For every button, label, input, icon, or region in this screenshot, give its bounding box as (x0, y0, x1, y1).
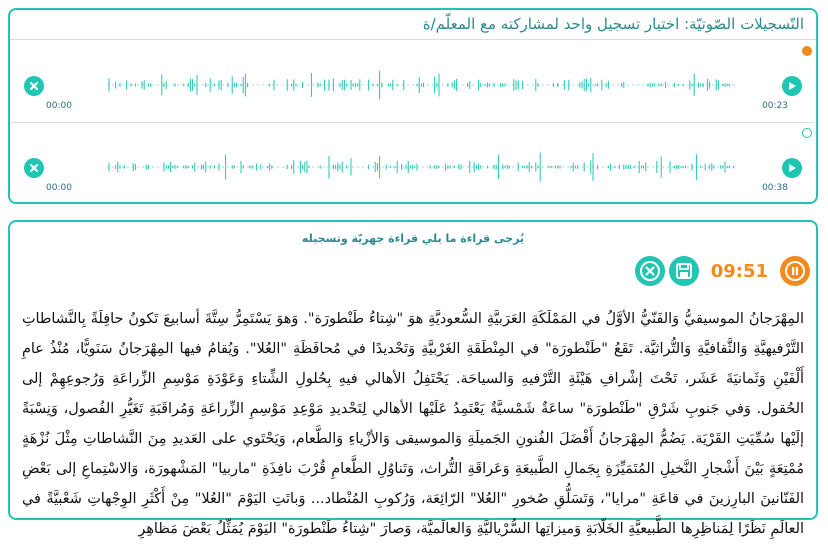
save-button[interactable] (669, 256, 699, 286)
save-icon (669, 256, 699, 286)
play-icon (787, 81, 797, 91)
duration-time: 00:23 (762, 101, 788, 111)
reading-instruction: يُرجى قراءة ما يلي قراءة جهريّة وتسجيله (301, 232, 525, 245)
pause-button[interactable] (780, 256, 810, 286)
recordings-panel (8, 8, 818, 204)
close-icon (635, 256, 665, 286)
delete-recording-button[interactable] (24, 158, 44, 178)
play-recording-button[interactable] (782, 76, 802, 96)
play-recording-button[interactable] (782, 158, 802, 178)
close-icon (29, 81, 39, 91)
pause-icon (780, 256, 810, 286)
recording-select-radio[interactable] (802, 46, 812, 56)
recordings-title: التّسجيلات الصّوتيّة: اختيار تسجيل واحد لمشاركته مع المعلّم/ة (10, 10, 816, 40)
reading-text: المِهْرَجانُ الموسيقيُّ وَالفَنّيُّ الأوَّلُ في المَمْلَكَةِ العَرَبيَّةِ السُّعوديَّةِ هوَ "شِتاءُ طَنْطورَة". وَهوَ يَسْتَمِرُّ سِتَّةَ أسابيعَ تَكونُ حافِلَةً بِالنَّشاطاتِ التَّرْفيهيَّةِ وَالثَّقافيَّةِ وَالتُّراثيَّة. تَقَعُ "طَنْطورَة" في المِنْطَقَةِ الغَرْبيَّةِ وَتَحْديدًا في مُحافَظَةِ "العُلا". وَيُقامُ فيها المِهْرَجانُ سَنَويًّا، مُنْذُ عامِ أَلْفَيْنِ وَثَمانيَةَ عَشَر، تَحْتَ إشْرافِ هَيْئَةِ التَّرْفيهِ وَالسياحَة. يَحْتَفِلُ الأهالي فيهِ بِحُلولِ الشِّتاءِ وَعَوْدَةِ مَوْسِمِ الزِّراعَةِ وَرُجوعِهِمْ إلى الحُقول. وَفي جَنوبِ شَرْقِ "طَنْطورَة" ساعَةٌ شَمْسيَّةٌ يَعْتَمِدُ عَلَيْها الأهالي لِتَحْديدِ مَوْعِدِ مَوْسِمِ الزِّراعَةِ وَمُراقَبَةِ تَغَيُّرِ الفُصول، وَنِسْبَةً إلَيْها سُمِّيَتِ القَرْيَة. يَضُمُّ المِهْرَجانُ أَفْضَلَ الفُنونِ الجَميلَةِ وَالموسيقى وَالأزْياءِ وَالطَّعام، وَيَحْتَوي على العَديدِ مِنَ النَّشاطاتِ مِثْلَ نُزْهَةٍ مُمْتِعَةٍ بَيْنَ أَشْجارِ النَّخيلِ المُتَمَيِّزَةِ بِجَمالِ الطَّبيعَةِ وَعَراقَةِ التُّراث، وَتَناوُلِ الطَّعامِ قُرْبَ نافِذَةِ "ماربيا" المَشْهورَة، وَالاسْتِماعِ إلى بَعْضِ الفَنّانينَ البارِزينَ في قاعَةِ "مرايا"، وَتَسَلُّقِ صُخورِ "العُلا" الرّائِعَة، وَرُكوبِ المُنْطاد... وَباتَتِ اليَوْمَ "العُلا" مِنْ أَكْثَرِ الوِجْهاتِ شَعْبيَّةً في العالَمِ نَظَرًا لِمَناظِرِها الطَّبيعيَّةِ الخَلّابَةِ وَميزاتِها السُّرْياليَّةِ وَالعالَميَّة، وَصارَ "شِتاءُ طَنْطورَة" اليَوْمَ يُمَثِّلُ بَعْضَ مَظاهِرِ (22, 311, 804, 537)
delete-recording-button[interactable] (24, 76, 44, 96)
elapsed-time: 00:00 (46, 183, 72, 193)
duration-time: 00:38 (762, 183, 788, 193)
waveform[interactable] (107, 152, 737, 182)
waveform[interactable] (107, 70, 737, 100)
recording-item[interactable] (12, 124, 814, 204)
recording-item[interactable] (12, 42, 814, 123)
elapsed-time: 00:00 (46, 101, 72, 111)
recording-timer: 09:51 (710, 260, 768, 282)
reading-panel (8, 220, 818, 537)
close-icon (29, 163, 39, 173)
recording-toolbar (635, 256, 810, 286)
play-icon (787, 163, 797, 173)
recording-select-radio[interactable] (802, 128, 812, 138)
discard-button[interactable] (635, 256, 665, 286)
